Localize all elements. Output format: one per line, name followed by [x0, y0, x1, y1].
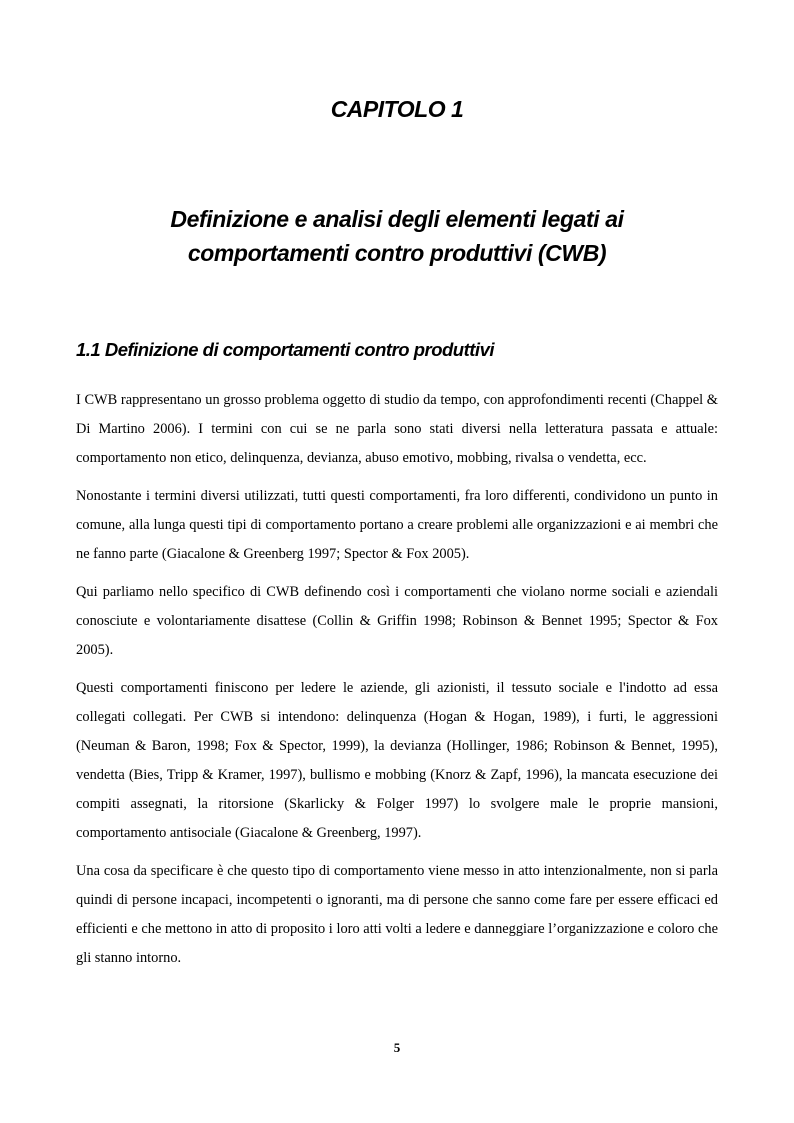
body-text — [76, 386, 718, 982]
paragraph-1: I CWB rappresentano un grosso problema oggetto di studio da tempo, con approfondimenti recenti (Chappel & Di Martino 2006). I termini con cui se ne parla sono stati diversi nella letteratura passata e attuale: comportamento non etico, delinquenza, devianza, abuso emotivo, mobbing, rivalsa o vendetta, ecc. — [76, 392, 718, 466]
paragraph-4: Questi comportamenti finiscono per ledere le aziende, gli azionisti, il tessuto sociale e l'indotto ad essa collegati collegati. Per CWB si intendono: delinquenza (Hogan & Hogan, 1989), i furti, le aggressioni (Neuman & Baron, 1998; Fox & Spector, 1999), la devianza (Hollinger, 1986; Robinson & Bennet, 1995), vendetta (Bies, Tripp & Kramer, 1997), bullismo e mobbing (Knorz & Zapf, 1996), la mancata esecuzione dei compiti assegnati, la ritorsione (Skarlicky & Folger 1997) lo svolgere male le proprie mansioni, comportamento antisociale (Giacalone & Greenberg, 1997). — [76, 680, 718, 841]
paragraph-5: Una cosa da specificare è che questo tipo di comportamento viene messo in atto intenzionalmente, non si parla quindi di persone incapaci, incompetenti o ignoranti, ma di persone che sanno come fare per essere efficaci ed efficienti e che mettono in atto di proposito i loro atti volti a ledere e danneggiare l’organizzazione e coloro che gli stanno intorno. — [76, 863, 718, 966]
chapter-subtitle: Definizione e analisi degli elementi legati ai comportamenti contro produttivi (CWB) — [170, 206, 624, 266]
section-heading: 1.1 Definizione di comportamenti contro produttivi — [76, 339, 494, 360]
page-number: 5 — [393, 1040, 401, 1055]
chapter-title: CAPITOLO 1 — [330, 96, 464, 122]
paragraph-2: Nonostante i termini diversi utilizzati, tutti questi comportamenti, fra loro differenti, condividono un punto in comune, alla lunga questi tipi di comportamento portano a creare problemi alle organizzazioni e ai membri che ne fanno parte (Giacalone & Greenberg 1997; Spector & Fox 2005). — [76, 488, 718, 562]
paragraph-3: Qui parliamo nello specifico di CWB definendo così i comportamenti che violano norme sociali e aziendali conosciute e volontariamente disattese (Collin & Griffin 1998; Robinson & Bennet 1995; Spector & Fox 2005). — [76, 584, 718, 658]
